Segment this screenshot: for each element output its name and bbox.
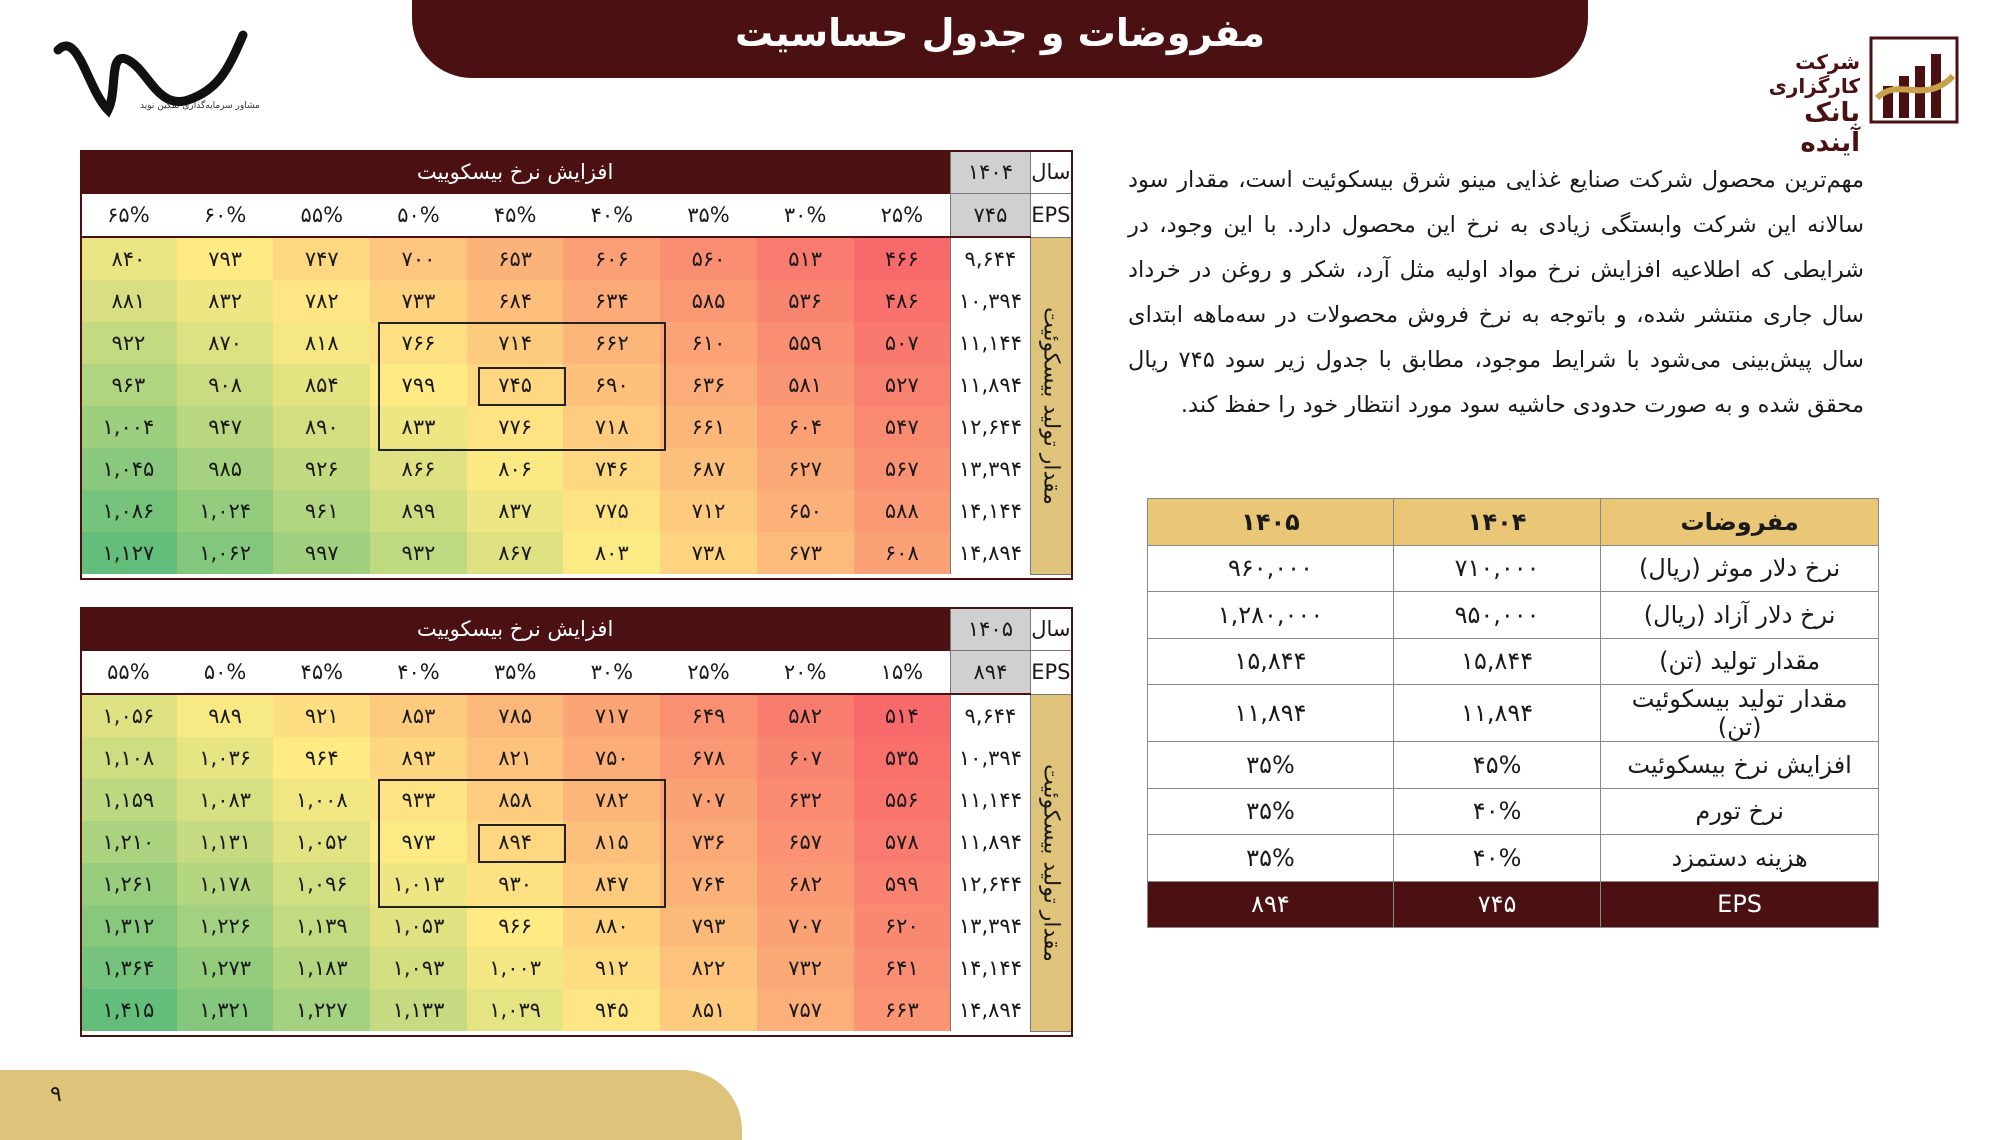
sensitivity-cell: ۷۵۷	[757, 989, 854, 1031]
sensitivity-cell: ۶۰۷	[757, 737, 854, 779]
assumption-label: مقدار تولید (تن)	[1601, 638, 1879, 685]
sensitivity-cell: ۷۵۰	[563, 737, 660, 779]
assumption-label: نرخ دلار موثر (ریال)	[1601, 545, 1879, 592]
assumption-value: ۱۵,۸۴۴	[1148, 638, 1394, 685]
assumptions-table	[1147, 498, 1879, 928]
sensitivity-cell: ۹۹۷	[273, 532, 370, 574]
sensitivity-cell: ۸۰۳	[563, 532, 660, 574]
sensitivity-cell: ۵۸۵	[660, 280, 757, 322]
sensitivity-cell: ۷۶۶	[370, 322, 467, 364]
sensitivity-cell: ۸۷۰	[177, 322, 274, 364]
sensitivity-cell: ۸۰۶	[467, 448, 564, 490]
left-logo-subtitle: مشاور سرمایه‌گذاری تمکین نوید	[140, 101, 260, 111]
year-value: ۱۴۰۵	[951, 608, 1031, 651]
assumptions-eps-row	[1148, 881, 1879, 928]
production-value: ۱۴,۸۹۴	[951, 989, 1031, 1031]
sensitivity-cell: ۱,۲۷۳	[177, 947, 274, 989]
sensitivity-cell: ۸۳۲	[177, 280, 274, 322]
sensitivity-cell: ۶۸۷	[660, 448, 757, 490]
side-label-text: مقدار تولید بیسکوئیت	[1038, 306, 1064, 505]
pct-header: ۴۵%	[273, 651, 370, 695]
pct-header: ۵۵%	[273, 194, 370, 238]
eps-value: ۷۴۵	[1393, 881, 1600, 928]
sensitivity-cell: ۱,۲۱۰	[80, 821, 177, 863]
sensitivity-cell: ۹۴۵	[563, 989, 660, 1031]
right-logo-line1: شرکت کارگزاری	[1768, 50, 1860, 98]
assumption-value: ۹۵۰,۰۰۰	[1393, 592, 1600, 639]
pct-header: ۵۰%	[177, 651, 274, 695]
eps-value: ۷۴۵	[951, 194, 1031, 238]
sensitivity-cell: ۷۷۵	[563, 490, 660, 532]
sensitivity-cell: ۸۹۹	[370, 490, 467, 532]
sensitivity-cell: ۷۳۶	[660, 821, 757, 863]
production-value: ۱۴,۱۴۴	[951, 947, 1031, 989]
sensitivity-cell: ۱,۱۵۹	[80, 779, 177, 821]
page-number: ۹	[50, 1082, 62, 1107]
assumptions-row	[1148, 742, 1879, 789]
assumption-value: ۳۵%	[1148, 788, 1394, 835]
sensitivity-cell: ۹۳۳	[370, 779, 467, 821]
assumptions-header-1404: ۱۴۰۴	[1393, 499, 1600, 546]
sensitivity-cell: ۵۵۹	[757, 322, 854, 364]
pct-header: ۵۰%	[370, 194, 467, 238]
sensitivity-cell: ۹۳۲	[370, 532, 467, 574]
sensitivity-cell: ۱,۰۰۸	[273, 779, 370, 821]
sensitivity-cell: ۸۸۰	[563, 905, 660, 947]
sensitivity-cell: ۵۸۸	[854, 490, 951, 532]
sensitivity-cell: ۸۲۱	[467, 737, 564, 779]
pct-header: ۶۵%	[80, 194, 177, 238]
assumptions-row	[1148, 545, 1879, 592]
assumption-value: ۱,۲۸۰,۰۰۰	[1148, 592, 1394, 639]
assumption-value: ۱۱,۸۹۴	[1393, 685, 1600, 742]
eps-label: EPS	[1030, 651, 1071, 695]
sensitivity-cell: ۸۳۳	[370, 406, 467, 448]
sensitivity-cell: ۷۳۳	[370, 280, 467, 322]
sensitivity-cell: ۵۳۶	[757, 280, 854, 322]
sensitivity-cell: ۶۸۴	[467, 280, 564, 322]
footer-tab	[0, 1070, 742, 1140]
sensitivity-cell: ۵۹۹	[854, 863, 951, 905]
production-value: ۱۱,۱۴۴	[951, 322, 1031, 364]
assumptions-row	[1148, 788, 1879, 835]
sensitivity-cell: ۱,۱۲۷	[80, 532, 177, 574]
sensitivity-cell: ۱,۴۱۵	[80, 989, 177, 1031]
sensitivity-cell: ۹۶۴	[273, 737, 370, 779]
sensitivity-cell: ۵۳۵	[854, 737, 951, 779]
sensitivity-cell: ۱,۰۶۲	[177, 532, 274, 574]
sensitivity-cell: ۷۱۴	[467, 322, 564, 364]
sensitivity-cell: ۵۸۱	[757, 364, 854, 406]
sensitivity-cell: ۸۸۱	[80, 280, 177, 322]
assumption-value: ۳۵%	[1148, 742, 1394, 789]
year-value: ۱۴۰۴	[951, 151, 1031, 194]
sensitivity-cell: ۷۴۶	[563, 448, 660, 490]
sensitivity-cell: ۶۴۱	[854, 947, 951, 989]
production-value: ۱۳,۳۹۴	[951, 448, 1031, 490]
sensitivity-cell: ۸۹۰	[273, 406, 370, 448]
rate-increase-title: افزایش نرخ بیسکوییت	[80, 608, 951, 651]
sensitivity-cell: ۱,۳۱۲	[80, 905, 177, 947]
sensitivity-cell: ۷۰۰	[370, 237, 467, 280]
production-value: ۹,۶۴۴	[951, 694, 1031, 737]
sensitivity-cell: ۷۱۲	[660, 490, 757, 532]
sensitivity-cell: ۷۹۳	[177, 237, 274, 280]
sensitivity-cell: ۶۲۷	[757, 448, 854, 490]
sensitivity-cell: ۵۲۷	[854, 364, 951, 406]
sensitivity-cell: ۷۱۸	[563, 406, 660, 448]
sensitivity-cell: ۱,۰۹۳	[370, 947, 467, 989]
assumption-value: ۴۰%	[1393, 788, 1600, 835]
assumptions-header-1405: ۱۴۰۵	[1148, 499, 1394, 546]
side-label-text: مقدار تولید بیسکوئیت	[1038, 763, 1064, 962]
pct-header: ۳۵%	[660, 194, 757, 238]
sensitivity-cell: ۷۹۳	[660, 905, 757, 947]
pct-header: ۶۰%	[177, 194, 274, 238]
sensitivity-cell: ۱,۰۳۹	[467, 989, 564, 1031]
sensitivity-cell: ۶۳۴	[563, 280, 660, 322]
pct-header: ۳۰%	[757, 194, 854, 238]
assumption-value: ۷۱۰,۰۰۰	[1393, 545, 1600, 592]
sensitivity-cell: ۹۱۲	[563, 947, 660, 989]
sensitivity-cell: ۸۹۳	[370, 737, 467, 779]
eps-value: ۸۹۴	[951, 651, 1031, 695]
assumption-value: ۱۵,۸۴۴	[1393, 638, 1600, 685]
pct-header: ۴۵%	[467, 194, 564, 238]
sensitivity-cell: ۸۱۸	[273, 322, 370, 364]
sensitivity-cell: ۴۶۶	[854, 237, 951, 280]
sensitivity-cell: ۷۸۵	[467, 694, 564, 737]
sensitivity-table-border	[80, 150, 1073, 580]
sensitivity-cell: ۱,۲۲۷	[273, 989, 370, 1031]
sensitivity-cell: ۸۶۷	[467, 532, 564, 574]
pct-header: ۳۰%	[563, 651, 660, 695]
sensitivity-cell: ۱,۰۱۳	[370, 863, 467, 905]
sensitivity-cell: ۶۵۰	[757, 490, 854, 532]
sensitivity-cell: ۸۴۰	[80, 237, 177, 280]
sensitivity-cell: ۶۶۳	[854, 989, 951, 1031]
sensitivity-cell: ۱,۰۵۳	[370, 905, 467, 947]
assumption-label: افزایش نرخ بیسکوئیت	[1601, 742, 1879, 789]
assumptions-row	[1148, 592, 1879, 639]
eps-value: ۸۹۴	[1148, 881, 1394, 928]
page-title: مفروضات و جدول حساسیت	[412, 0, 1588, 78]
intro-paragraph: مهم‌ترین محصول شرکت صنایع غذایی مینو شرق بیسکوئیت است، مقدار سود سالانه این شرکت وابستگی زیادی به نرخ این محصول دارد. با این وجود، در شرایطی که اطلاعیه افزایش نرخ مواد اولیه مثل آرد، شکر و روغن در خرداد سال جاری منتشر شده، و باتوجه به نرخ فروش محصولات در سه‌ماهه ابتدای سال پیش‌بینی می‌شود با شرایط موجود، مطابق با جدول زیر سود ۷۴۵ ریال محقق شده و به صورت حدودی حاشیه سود مورد انتظار خود را حفظ کند.	[1128, 167, 1864, 418]
pct-header: ۴۰%	[370, 651, 467, 695]
sensitivity-cell: ۷۸۲	[563, 779, 660, 821]
sensitivity-cell: ۱,۰۴۵	[80, 448, 177, 490]
sensitivity-cell: ۶۳۲	[757, 779, 854, 821]
pct-header: ۲۵%	[660, 651, 757, 695]
sensitivity-cell: ۹۶۳	[80, 364, 177, 406]
sensitivity-cell: ۱,۱۳۹	[273, 905, 370, 947]
sensitivity-cell: ۸۹۴	[467, 821, 564, 863]
assumption-value: ۱۱,۸۹۴	[1148, 685, 1394, 742]
sensitivity-cell: ۸۵۸	[467, 779, 564, 821]
sensitivity-cell: ۹۳۰	[467, 863, 564, 905]
sensitivity-cell: ۱,۲۲۶	[177, 905, 274, 947]
production-value: ۱۰,۳۹۴	[951, 737, 1031, 779]
sensitivity-cell: ۱,۳۲۱	[177, 989, 274, 1031]
assumption-label: نرخ دلار آزاد (ریال)	[1601, 592, 1879, 639]
production-value: ۱۴,۸۹۴	[951, 532, 1031, 574]
sensitivity-cell: ۵۱۴	[854, 694, 951, 737]
production-value: ۱۴,۱۴۴	[951, 490, 1031, 532]
sensitivity-cell: ۶۵۳	[467, 237, 564, 280]
eps-label: EPS	[1601, 881, 1879, 928]
sensitivity-cell: ۵۶۰	[660, 237, 757, 280]
sensitivity-cell: ۱,۰۵۲	[273, 821, 370, 863]
production-value: ۱۲,۶۴۴	[951, 406, 1031, 448]
sensitivity-cell: ۵۱۳	[757, 237, 854, 280]
sensitivity-cell: ۱,۱۰۸	[80, 737, 177, 779]
sensitivity-cell: ۱,۰۲۴	[177, 490, 274, 532]
sensitivity-cell: ۸۶۶	[370, 448, 467, 490]
sensitivity-cell: ۸۴۷	[563, 863, 660, 905]
sensitivity-cell: ۶۷۸	[660, 737, 757, 779]
assumptions-row	[1148, 685, 1879, 742]
production-value: ۱۱,۸۹۴	[951, 821, 1031, 863]
sensitivity-cell: ۸۵۱	[660, 989, 757, 1031]
sensitivity-cell: ۸۵۳	[370, 694, 467, 737]
production-value: ۹,۶۴۴	[951, 237, 1031, 280]
sensitivity-cell: ۶۵۷	[757, 821, 854, 863]
pct-header: ۵۵%	[80, 651, 177, 695]
year-label: سال	[1030, 151, 1071, 194]
sensitivity-cell: ۶۲۰	[854, 905, 951, 947]
sensitivity-cell: ۵۴۷	[854, 406, 951, 448]
sensitivity-cell: ۱,۰۸۶	[80, 490, 177, 532]
sensitivity-cell: ۷۰۷	[660, 779, 757, 821]
sensitivity-cell: ۶۴۹	[660, 694, 757, 737]
sensitivity-cell: ۷۷۶	[467, 406, 564, 448]
ayandeh-logo-icon	[1869, 36, 1959, 124]
sensitivity-cell: ۱,۰۹۶	[273, 863, 370, 905]
sensitivity-cell: ۷۹۹	[370, 364, 467, 406]
sensitivity-cell: ۶۱۰	[660, 322, 757, 364]
sensitivity-cell: ۹۲۶	[273, 448, 370, 490]
sensitivity-cell: ۵۸۲	[757, 694, 854, 737]
sensitivity-cell: ۹۸۹	[177, 694, 274, 737]
sensitivity-cell: ۶۶۲	[563, 322, 660, 364]
sensitivity-cell: ۱,۰۵۶	[80, 694, 177, 737]
sensitivity-cell: ۹۶۱	[273, 490, 370, 532]
sensitivity-cell: ۱,۳۶۴	[80, 947, 177, 989]
sensitivity-cell: ۵۷۸	[854, 821, 951, 863]
eps-label: EPS	[1030, 194, 1071, 238]
sensitivity-cell: ۱,۲۶۱	[80, 863, 177, 905]
right-logo-text	[1740, 50, 1860, 158]
sensitivity-cell: ۷۱۷	[563, 694, 660, 737]
sensitivity-cell: ۶۹۰	[563, 364, 660, 406]
assumption-value: ۴۰%	[1393, 835, 1600, 882]
sensitivity-cell: ۱,۱۷۸	[177, 863, 274, 905]
sensitivity-cell: ۱,۰۰۴	[80, 406, 177, 448]
production-value: ۱۰,۳۹۴	[951, 280, 1031, 322]
pct-header: ۴۰%	[563, 194, 660, 238]
assumption-value: ۳۵%	[1148, 835, 1394, 882]
sensitivity-cell: ۵۰۷	[854, 322, 951, 364]
sensitivity-cell: ۹۲۱	[273, 694, 370, 737]
pct-header: ۲۵%	[854, 194, 951, 238]
assumption-label: مقدار تولید بیسکوئیت (تن)	[1601, 685, 1879, 742]
production-value: ۱۱,۱۴۴	[951, 779, 1031, 821]
sensitivity-cell: ۶۰۶	[563, 237, 660, 280]
sensitivity-cell: ۵۶۷	[854, 448, 951, 490]
sensitivity-cell: ۹۲۲	[80, 322, 177, 364]
assumptions-row	[1148, 638, 1879, 685]
production-value: ۱۳,۳۹۴	[951, 905, 1031, 947]
sensitivity-cell: ۹۰۸	[177, 364, 274, 406]
assumption-value: ۴۵%	[1393, 742, 1600, 789]
sensitivity-cell: ۶۰۸	[854, 532, 951, 574]
sensitivity-cell: ۱,۰۰۳	[467, 947, 564, 989]
pct-header: ۳۵%	[467, 651, 564, 695]
sensitivity-cell: ۶۸۲	[757, 863, 854, 905]
sensitivity-cell: ۶۰۴	[757, 406, 854, 448]
sensitivity-cell: ۶۷۳	[757, 532, 854, 574]
sensitivity-cell: ۱,۱۳۳	[370, 989, 467, 1031]
assumption-label: نرخ تورم	[1601, 788, 1879, 835]
sensitivity-cell: ۴۸۶	[854, 280, 951, 322]
sensitivity-cell: ۷۸۲	[273, 280, 370, 322]
assumption-label: هزینه دستمزد	[1601, 835, 1879, 882]
sensitivity-cell: ۸۵۴	[273, 364, 370, 406]
sensitivity-cell: ۷۳۸	[660, 532, 757, 574]
production-value: ۱۲,۶۴۴	[951, 863, 1031, 905]
pct-header: ۲۰%	[757, 651, 854, 695]
assumption-value: ۹۶۰,۰۰۰	[1148, 545, 1394, 592]
sensitivity-cell: ۱,۱۸۳	[273, 947, 370, 989]
sensitivity-table-border	[80, 607, 1073, 1037]
rate-increase-title: افزایش نرخ بیسکوییت	[80, 151, 951, 194]
sensitivity-cell: ۷۴۷	[273, 237, 370, 280]
sensitivity-cell: ۹۴۷	[177, 406, 274, 448]
sensitivity-cell: ۸۱۵	[563, 821, 660, 863]
year-label: سال	[1030, 608, 1071, 651]
sensitivity-cell: ۹۷۳	[370, 821, 467, 863]
sensitivity-cell: ۵۵۶	[854, 779, 951, 821]
sensitivity-cell: ۱,۱۳۱	[177, 821, 274, 863]
sensitivity-cell: ۸۲۲	[660, 947, 757, 989]
pct-header: ۱۵%	[854, 651, 951, 695]
sensitivity-cell: ۹۸۵	[177, 448, 274, 490]
sensitivity-cell: ۷۰۷	[757, 905, 854, 947]
sensitivity-cell: ۹۶۶	[467, 905, 564, 947]
sensitivity-cell: ۶۶۱	[660, 406, 757, 448]
sensitivity-cell: ۷۴۵	[467, 364, 564, 406]
sensitivity-cell: ۷۶۴	[660, 863, 757, 905]
sensitivity-cell: ۱,۰۳۶	[177, 737, 274, 779]
production-value: ۱۱,۸۹۴	[951, 364, 1031, 406]
sensitivity-cell: ۷۳۲	[757, 947, 854, 989]
sensitivity-cell: ۶۳۶	[660, 364, 757, 406]
sensitivity-cell: ۱,۰۸۳	[177, 779, 274, 821]
assumptions-header-label: مفروضات	[1601, 499, 1879, 546]
sensitivity-cell: ۸۳۷	[467, 490, 564, 532]
right-logo-line2: بانک آینده	[1800, 98, 1860, 158]
assumptions-row	[1148, 835, 1879, 882]
